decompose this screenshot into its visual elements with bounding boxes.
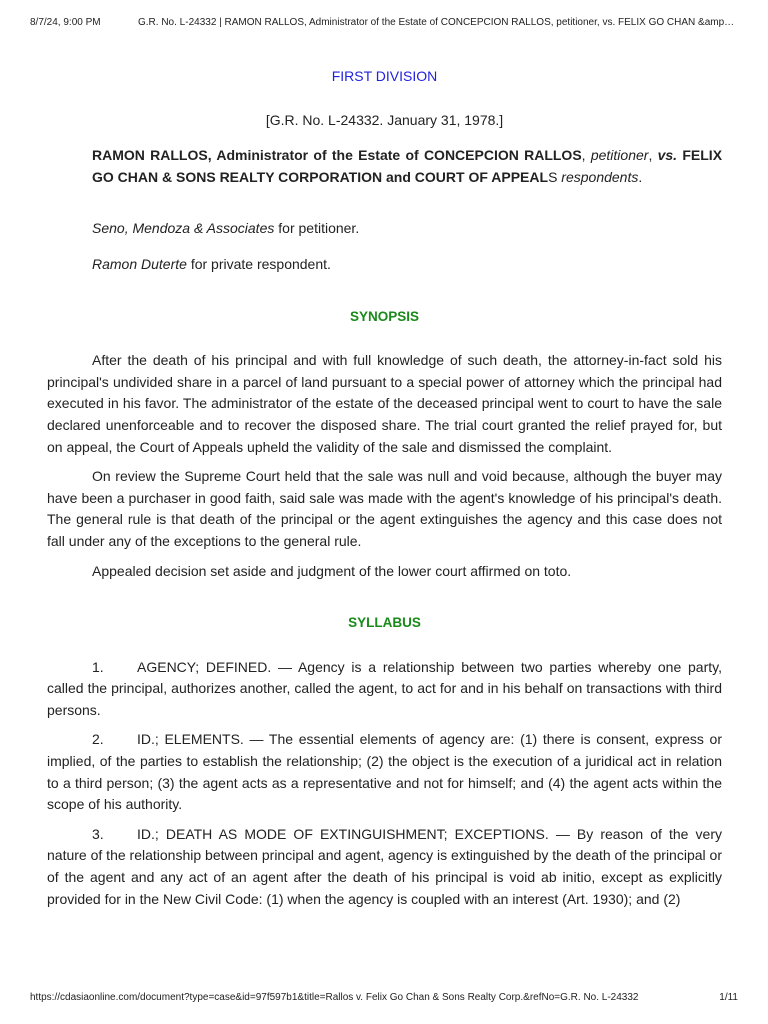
print-title: G.R. No. L-24332 | RAMON RALLOS, Administrator of the Estate of CONCEPCION RALLOS, petitioner, vs. FELIX GO CHAN &amp… bbox=[138, 17, 735, 28]
document-body bbox=[47, 66, 722, 910]
print-footer bbox=[30, 992, 738, 1003]
syllabus-item-text: ID.; DEATH AS MODE OF EXTINGUISHMENT; EXCEPTIONS. — By reason of the very nature of the relationship between principal and agent, agency is extinguished by the death of the principal or of the agent and any act of an agent after the death of his principal is void ab initio, except as explicitly provided for in the New Civil Code: (1) when the agency is coupled with an interest (Art. 1930); and (2) bbox=[47, 825, 722, 907]
counsel-name: Ramon Duterte bbox=[92, 255, 187, 272]
respondents-name-tail: S bbox=[548, 168, 558, 185]
counsel-petitioner bbox=[92, 218, 722, 240]
respondents-name: FELIX GO CHAN & SONS REALTY CORPORATION and COURT OF APPEAL bbox=[92, 147, 723, 185]
syllabus-item-number: 2. bbox=[92, 731, 104, 748]
syllabus-item-text: ID.; ELEMENTS. — The essential elements of agency are: (1) there is consent, express or implied, of the parties to establish the relationship; (2) the object is the execution of a juridical act in relation to a third person; (3) the agent acts as a representative and not for himself; and (4) the agent acts within the scope of his authority. bbox=[47, 731, 722, 813]
division-heading: FIRST DIVISION bbox=[331, 68, 438, 84]
print-datetime: 8/7/24, 9:00 PM bbox=[30, 17, 101, 28]
syllabus-item-number: 3. bbox=[92, 825, 104, 842]
syllabus-item-text: AGENCY; DEFINED. — Agency is a relationship between two parties whereby one party, called the principal, authorizes another, called the agent, to act for and in his behalf on transactions with third persons. bbox=[47, 658, 722, 718]
syllabus-item bbox=[47, 824, 722, 910]
counsel-role: for petitioner. bbox=[274, 220, 360, 237]
parties-sep-2: , bbox=[648, 147, 658, 164]
synopsis-paragraph: After the death of his principal and with full knowledge of such death, the attorney-in-fact sold his principal's undivided share in a parcel of land pursuant to a special power of attorney which the principal had executed in his favor. The administrator of the estate of the deceased principal went to court to have the sale declared unenforceable and to recover the disposed share. The trial court granted the relief prayed for, but on appeal, the Court of Appeals upheld the validity of the sale and dismissed the complaint. bbox=[47, 352, 722, 455]
syllabus-item-number: 1. bbox=[92, 658, 104, 675]
synopsis-paragraph: Appealed decision set aside and judgment of the lower court affirmed on toto. bbox=[92, 562, 572, 579]
case-number: [G.R. No. L-24332. January 31, 1978.] bbox=[265, 111, 504, 128]
syllabus-item bbox=[47, 657, 722, 722]
synopsis-paragraph: On review the Supreme Court held that the sale was null and void because, although the buyer may have been a purchaser in good faith, said sale was made with the agent's knowledge of his principal's death. The general rule is that death of the principal or the agent extinguishes the agency and this case does not fall under any of the exceptions to the general rule. bbox=[47, 468, 722, 549]
parties-end: . bbox=[638, 168, 643, 185]
petitioner-role: petitioner bbox=[590, 147, 649, 164]
counsel-role: for private respondent. bbox=[186, 255, 331, 272]
case-parties bbox=[92, 145, 722, 188]
versus-label: vs. bbox=[657, 147, 678, 164]
document-url: https://cdasiaonline.com/document?type=case&id=97f597b1&title=Rallos v. Felix Go Chan & Sons Realty Corp.&refNo=G.R. No. L-24332 bbox=[30, 992, 639, 1003]
petitioner-name: RAMON RALLOS, Administrator of the Estate of CONCEPCION RALLOS bbox=[92, 147, 582, 164]
respondents-role: respondents bbox=[561, 168, 639, 185]
parties-sep-1: , bbox=[581, 147, 591, 164]
synopsis-heading: SYNOPSIS bbox=[349, 308, 420, 324]
page-number: 1/11 bbox=[719, 992, 738, 1003]
syllabus-heading: SYLLABUS bbox=[348, 615, 421, 631]
syllabus-item bbox=[47, 729, 722, 815]
counsel-name: Seno, Mendoza & Associates bbox=[92, 220, 275, 237]
counsel-respondent bbox=[92, 254, 722, 276]
